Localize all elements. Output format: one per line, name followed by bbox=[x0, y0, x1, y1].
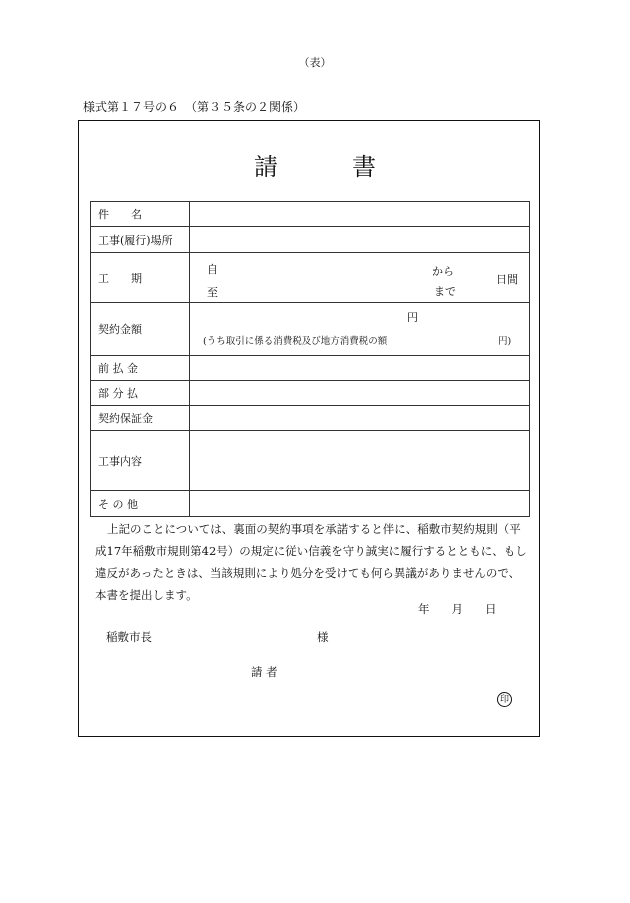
declaration-text: 上記のことについては、裏面の契約事項を承諾すると伴に、稲敷市契約規則（平成17年稲敷市規則第42号）の規定に従い信義を守り誠実に履行するとともに、もし違反があったときは、当該規則により処分を受けても何ら異議がありませんので、本書を提出します。 bbox=[95, 522, 527, 602]
date-year: 年 bbox=[418, 602, 430, 616]
table-row-period bbox=[91, 253, 530, 303]
tax-note: (うち取引に係る消費税及び地方消費税の額 bbox=[203, 336, 388, 347]
table-row-other bbox=[91, 491, 530, 517]
value-partial[interactable] bbox=[190, 381, 530, 406]
table-row-guarantee bbox=[91, 406, 530, 431]
value-subject[interactable] bbox=[190, 202, 530, 227]
date-line bbox=[418, 601, 497, 617]
label-amount: 契約金額 bbox=[91, 303, 190, 356]
document-title bbox=[0, 147, 630, 182]
table-row-location bbox=[91, 227, 530, 253]
period-from: 自 bbox=[207, 263, 218, 276]
value-location[interactable] bbox=[190, 227, 530, 253]
table-row-subject bbox=[91, 202, 530, 227]
seal-icon: 印 bbox=[497, 692, 512, 707]
tax-yen: 円) bbox=[498, 336, 512, 347]
table-row-amount bbox=[91, 303, 530, 356]
period-days: 日間 bbox=[496, 273, 518, 286]
label-period: 工 期 bbox=[91, 253, 190, 303]
period-made: まで bbox=[434, 285, 456, 298]
label-advance: 前 払 金 bbox=[91, 356, 190, 381]
label-guarantee: 契約保証金 bbox=[91, 406, 190, 431]
value-advance[interactable] bbox=[190, 356, 530, 381]
side-indicator: （表） bbox=[298, 56, 332, 69]
amount-yen: 円 bbox=[407, 311, 418, 324]
table-row-advance bbox=[91, 356, 530, 381]
date-month: 月 bbox=[451, 602, 463, 616]
honorific: 様 bbox=[317, 630, 329, 644]
label-partial: 部 分 払 bbox=[91, 381, 190, 406]
title-char-2: 書 bbox=[352, 153, 376, 181]
label-subject: 件 名 bbox=[91, 202, 190, 227]
form-number-label: 様式第１７号の６ （第３５条の２関係） bbox=[83, 100, 306, 114]
title-char-1: 請 bbox=[254, 153, 278, 181]
date-day: 日 bbox=[485, 602, 497, 616]
value-guarantee[interactable] bbox=[190, 406, 530, 431]
contractor-label: 請 者 bbox=[251, 665, 278, 679]
period-kara: から bbox=[432, 265, 454, 278]
label-location: 工事(履行)場所 bbox=[91, 227, 190, 253]
addressee: 稲敷市長 bbox=[106, 630, 152, 644]
contract-table bbox=[90, 201, 530, 517]
label-other: そ の 他 bbox=[91, 491, 190, 517]
table-row-content bbox=[91, 431, 530, 491]
label-content: 工事内容 bbox=[91, 431, 190, 491]
table-row-partial bbox=[91, 381, 530, 406]
value-content[interactable] bbox=[190, 431, 530, 491]
period-to: 至 bbox=[207, 286, 218, 299]
value-period[interactable] bbox=[190, 253, 530, 303]
value-other[interactable] bbox=[190, 491, 530, 517]
value-amount[interactable] bbox=[190, 303, 530, 356]
